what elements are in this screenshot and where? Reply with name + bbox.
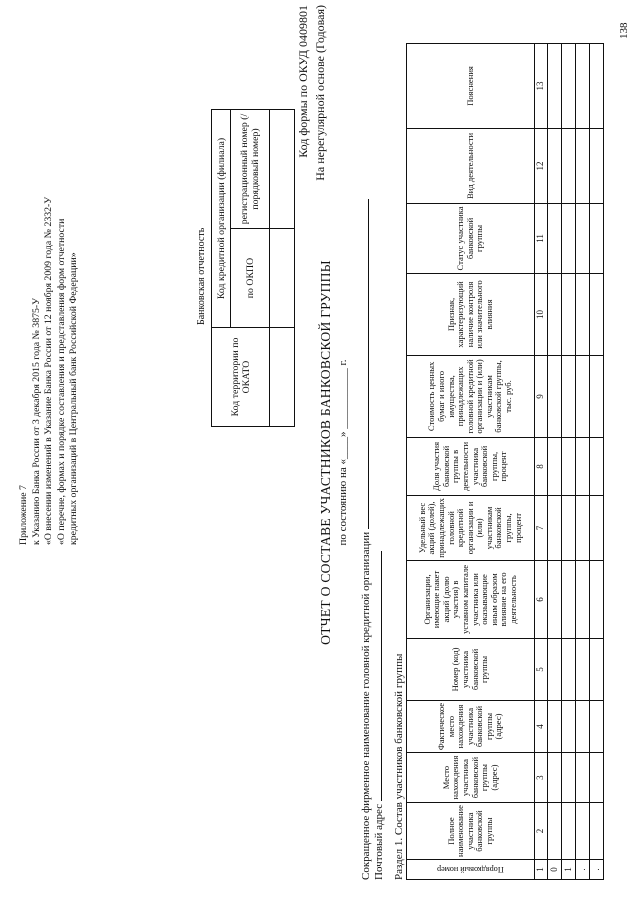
column-number: 12 xyxy=(535,128,548,203)
okpo-cell[interactable] xyxy=(270,229,295,328)
table-cell[interactable] xyxy=(548,43,562,128)
table-cell[interactable] xyxy=(562,273,576,355)
report-date-line: по состоянию на «____» ___________ г. xyxy=(337,359,349,546)
header-cell: Организации, имеющие пакет акций (долю участия) в уставном капитале участника или оказывающие иным образом влияние на его деятельность xyxy=(407,560,535,638)
reporting-label: Банковская отчетность xyxy=(196,227,207,325)
participants-table xyxy=(406,43,604,880)
header-cell xyxy=(407,860,535,880)
appendix-line: к Указанию Банка России от 3 декабря 2015 года № 3875-У xyxy=(30,297,42,545)
header-order-number: Порядковый номер xyxy=(437,865,504,875)
appendix-block xyxy=(18,25,81,545)
column-number: 3 xyxy=(535,753,548,803)
table-cell[interactable] xyxy=(576,203,590,273)
table-cell[interactable] xyxy=(590,203,604,273)
header-cell: Удельный вес акций (долей), принадлежащих головной кредитной организации и (или) участникам банковской группы, процент xyxy=(407,495,535,560)
short-name-field[interactable] xyxy=(358,199,369,529)
short-name-label: Сокращенное фирменное наименование головной кредитной организации xyxy=(360,531,372,880)
column-number: 4 xyxy=(535,700,548,752)
table-cell[interactable] xyxy=(562,355,576,437)
header-cell: Статус участника банковской группы xyxy=(407,203,535,273)
table-cell[interactable] xyxy=(548,355,562,437)
column-number: 6 xyxy=(535,560,548,638)
row-number: 1 xyxy=(562,860,576,880)
table-cell[interactable] xyxy=(590,355,604,437)
postal-address-field[interactable] xyxy=(371,551,382,801)
table-cell[interactable] xyxy=(576,638,590,700)
table-cell[interactable] xyxy=(576,128,590,203)
header-cell: Вид деятельности xyxy=(407,128,535,203)
reg-number-cell[interactable] xyxy=(270,110,295,229)
postal-address-line xyxy=(371,551,385,880)
row-number: . xyxy=(590,860,604,880)
okpo-header: по ОКПО xyxy=(231,229,270,328)
territory-code-header: Код территории по ОКАТО xyxy=(212,328,270,427)
table-cell[interactable] xyxy=(548,495,562,560)
table-row xyxy=(576,43,590,879)
column-number: 2 xyxy=(535,803,548,860)
table-cell[interactable] xyxy=(590,638,604,700)
section-title: Раздел 1. Состав участников банковской группы xyxy=(393,653,405,880)
table-cell[interactable] xyxy=(548,700,562,752)
table-cell[interactable] xyxy=(562,700,576,752)
column-number: 1 xyxy=(535,860,548,880)
table-cell[interactable] xyxy=(576,495,590,560)
header-cell: Фактическое место нахождения участника банковской группы (адрес) xyxy=(407,700,535,752)
table-cell[interactable] xyxy=(590,128,604,203)
appendix-line: «О перечне, формах и порядке составления и представления форм отчетности xyxy=(55,218,67,545)
appendix-line: «О внесении изменений в Указание Банка России от 12 ноября 2009 года № 2332-У xyxy=(43,196,54,545)
table-cell[interactable] xyxy=(548,203,562,273)
report-basis: На нерегулярной основе (Годовая) xyxy=(313,5,327,181)
header-cell: Доля участия банковской группы в деятельности участника банковской группы, процент xyxy=(407,437,535,495)
table-cell[interactable] xyxy=(562,128,576,203)
header-cell: Полное наименование участника банковской группы xyxy=(407,803,535,860)
table-cell[interactable] xyxy=(548,560,562,638)
header-cell: Признак, характеризующий наличие контроля или значительного влияния xyxy=(407,273,535,355)
column-number: 7 xyxy=(535,495,548,560)
territory-code-cell[interactable] xyxy=(270,328,295,427)
table-cell[interactable] xyxy=(576,273,590,355)
table-cell[interactable] xyxy=(590,753,604,803)
appendix-line: кредитных организаций в Центральный банк Российской Федерации» xyxy=(68,252,79,545)
table-cell[interactable] xyxy=(590,700,604,752)
row-number: 0 xyxy=(548,860,562,880)
table-cell[interactable] xyxy=(562,560,576,638)
table-cell[interactable] xyxy=(548,273,562,355)
table-cell[interactable] xyxy=(548,437,562,495)
report-title: ОТЧЕТ О СОСТАВЕ УЧАСТНИКОВ БАНКОВСКОЙ ГРУППЫ xyxy=(318,260,333,645)
short-name-line xyxy=(358,199,372,880)
table-cell[interactable] xyxy=(562,437,576,495)
table-row xyxy=(548,43,562,879)
table-cell[interactable] xyxy=(576,43,590,128)
column-number: 10 xyxy=(535,273,548,355)
table-row xyxy=(590,43,604,879)
org-code-header: Код кредитной организации (филиала) xyxy=(212,110,231,328)
table-header-row xyxy=(407,43,535,879)
table-cell[interactable] xyxy=(576,753,590,803)
table-cell[interactable] xyxy=(590,803,604,860)
column-number: 13 xyxy=(535,43,548,128)
table-cell[interactable] xyxy=(576,355,590,437)
table-cell[interactable] xyxy=(548,753,562,803)
org-codes-table xyxy=(211,109,295,427)
postal-address-label: Почтовый адрес xyxy=(373,803,385,880)
reg-number-header: регистрационный номер (/порядковый номер) xyxy=(231,110,270,229)
table-cell[interactable] xyxy=(548,803,562,860)
appendix-line: Приложение 7 xyxy=(18,485,29,545)
header-cell: Стоимость ценных бумаг и иного имущества, принадлежащих головной кредитной организации и (или) участникам банковской группы, тыс. руб. xyxy=(407,355,535,437)
table-cell[interactable] xyxy=(562,753,576,803)
okud-code: Код формы по ОКУД 0409801 xyxy=(296,5,310,158)
table-row xyxy=(562,43,576,879)
table-cell[interactable] xyxy=(562,803,576,860)
column-number-row xyxy=(535,43,548,879)
table-cell[interactable] xyxy=(562,203,576,273)
table-cell[interactable] xyxy=(590,560,604,638)
table-cell[interactable] xyxy=(590,495,604,560)
table-cell[interactable] xyxy=(562,43,576,128)
table-cell[interactable] xyxy=(576,700,590,752)
header-cell: Пояснения xyxy=(407,43,535,128)
column-number: 9 xyxy=(535,355,548,437)
header-cell: Место нахождения участника банковской группы (адрес) xyxy=(407,753,535,803)
page-number: 138 xyxy=(618,22,630,39)
column-number: 8 xyxy=(535,437,548,495)
table-cell[interactable] xyxy=(576,437,590,495)
table-cell[interactable] xyxy=(576,560,590,638)
table-cell[interactable] xyxy=(590,273,604,355)
column-number: 5 xyxy=(535,638,548,700)
table-cell[interactable] xyxy=(590,437,604,495)
table-cell[interactable] xyxy=(590,43,604,128)
table-cell[interactable] xyxy=(548,128,562,203)
table-cell[interactable] xyxy=(562,638,576,700)
table-cell[interactable] xyxy=(576,803,590,860)
row-number: . xyxy=(576,860,590,880)
table-cell[interactable] xyxy=(548,638,562,700)
header-cell: Номер (код) участника банковской группы xyxy=(407,638,535,700)
table-cell[interactable] xyxy=(562,495,576,560)
column-number: 11 xyxy=(535,203,548,273)
